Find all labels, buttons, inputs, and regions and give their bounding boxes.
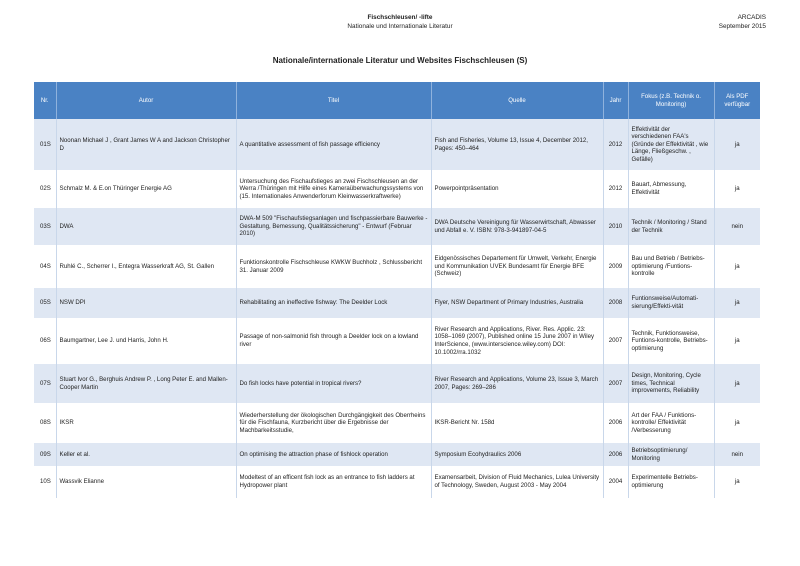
- table-row: [34, 288, 760, 318]
- column-header-quelle: Quelle: [431, 82, 603, 119]
- cell-pdf: ja: [714, 170, 760, 208]
- table-row: [34, 318, 760, 364]
- cell-fokus: Art der FAA / Funktions-kontrolle/ Effektivität /Verbesserung: [628, 403, 714, 443]
- cell-pdf: ja: [714, 364, 760, 403]
- cell-nr: 04S: [34, 245, 56, 288]
- cell-fokus: Effektivität der verschiedenen FAA's (Gründe der Effektivität , wie Länge, Fließgeschw. , Gefälle): [628, 119, 714, 170]
- header-company-block: [719, 14, 766, 31]
- column-header-pdf: Als PDF verfügbar: [714, 82, 760, 119]
- cell-fokus: Design, Monitoring, Cycle times, Technical improvements, Reliability: [628, 364, 714, 403]
- cell-titel: Funktionskontrolle Fischschleuse KWKW Buchholz , Schlussbericht 31. Januar 2009: [236, 245, 431, 288]
- table-row: [34, 466, 760, 498]
- column-header-fokus: Fokus (z.B. Technik o. Monitoring): [628, 82, 714, 119]
- cell-quelle: Powerpointpräsentation: [431, 170, 603, 208]
- cell-nr: 09S: [34, 443, 56, 466]
- header-title: Fischschleusen/ -lifte: [367, 14, 433, 21]
- cell-pdf: ja: [714, 119, 760, 170]
- column-header-jahr: Jahr: [603, 82, 628, 119]
- cell-autor: Wassvik Elianne: [56, 466, 236, 498]
- cell-quelle: Flyer, NSW Department of Primary Industries, Australia: [431, 288, 603, 318]
- cell-autor: Ruhlé C., Scherrer I., Entegra Wasserkraft AG, St. Gallen: [56, 245, 236, 288]
- cell-titel: Wiederherstellung der ökologischen Durchgängigkeit des Oberrheins für die Fischfauna, Kurzbericht über die Ergebnisse der Machbarkeitsstudie,: [236, 403, 431, 443]
- cell-autor: Keller et al.: [56, 443, 236, 466]
- cell-titel: DWA-M 509 "Fischaufstiegsanlagen und fischpassierbare Bauwerke - Gestaltung, Bemessung, Qualitätssicherung" - Entwurf (Februar 2010): [236, 208, 431, 245]
- cell-quelle: Examensarbeit, Division of Fluid Mechanics, Lulea University of Technology, Sweden, August 2003 - May 2004: [431, 466, 603, 498]
- header-date: September 2015: [718, 22, 766, 30]
- cell-quelle: Eidgenössisches Departement für Umwelt, Verkehr, Energie und Kommunikation UVEK Bundesamt für Energie BFE (Schweiz): [431, 245, 603, 288]
- cell-quelle: DWA Deutsche Vereinigung für Wasserwirtschaft, Abwasser und Abfall e. V. ISBN: 978-3-941897-04-5: [431, 208, 603, 245]
- header-subtitle: Nationale und Internationale Literatur: [347, 22, 453, 30]
- cell-fokus: Technik, Funktionsweise, Funtions-kontrolle, Betriebs-optimierung: [628, 318, 714, 364]
- document-title: Nationale/internationale Literatur und Websites Fischschleusen (S): [272, 56, 528, 65]
- cell-fokus: Technik / Monitoring / Stand der Technik: [628, 208, 714, 245]
- cell-quelle: River Research and Applications, Volume 23, Issue 3, March 2007, Pages: 269–286: [431, 364, 603, 403]
- cell-titel: Passage of non-salmonid fish through a Deelder lock on a lowland river: [236, 318, 431, 364]
- cell-jahr: 2004: [603, 466, 628, 498]
- cell-jahr: 2006: [603, 443, 628, 466]
- cell-autor: NSW DPI: [56, 288, 236, 318]
- cell-nr: 06S: [34, 318, 56, 364]
- table-row: [34, 403, 760, 443]
- cell-jahr: 2007: [603, 364, 628, 403]
- column-header-autor: Autor: [56, 82, 236, 119]
- company-name: ARCADIS: [737, 14, 766, 21]
- cell-titel: Modeltest of an efficent fish lock as an entrance to fish ladders at Hydropower plant: [236, 466, 431, 498]
- cell-pdf: nein: [714, 208, 760, 245]
- cell-autor: Schmalz M. & E.on Thüringer Energie AG: [56, 170, 236, 208]
- table-header-row: [34, 82, 760, 119]
- cell-autor: DWA: [56, 208, 236, 245]
- cell-autor: Baumgartner, Lee J. und Harris, John H.: [56, 318, 236, 364]
- cell-pdf: ja: [714, 288, 760, 318]
- cell-quelle: Symposium Ecohydraulics 2006: [431, 443, 603, 466]
- cell-fokus: Betriebsoptimierung/ Monitoring: [628, 443, 714, 466]
- cell-nr: 01S: [34, 119, 56, 170]
- cell-autor: Noonan Michael J , Grant James W A and Jackson Christopher D: [56, 119, 236, 170]
- cell-jahr: 2008: [603, 288, 628, 318]
- cell-fokus: Funtionsweise/Automati-sierung/Effekti-vität: [628, 288, 714, 318]
- cell-jahr: 2012: [603, 119, 628, 170]
- cell-pdf: nein: [714, 443, 760, 466]
- cell-nr: 03S: [34, 208, 56, 245]
- cell-titel: On optimising the attraction phase of fishlock operation: [236, 443, 431, 466]
- literature-table: [34, 82, 760, 498]
- table-row: [34, 208, 760, 245]
- table-row: [34, 443, 760, 466]
- table-row: [34, 170, 760, 208]
- column-header-titel: Titel: [236, 82, 431, 119]
- cell-quelle: Fish and Fisheries, Volume 13, Issue 4, December 2012, Pages: 450–464: [431, 119, 603, 170]
- cell-nr: 02S: [34, 170, 56, 208]
- cell-quelle: IKSR-Bericht Nr. 158d: [431, 403, 603, 443]
- table-row: [34, 119, 760, 170]
- cell-pdf: ja: [714, 466, 760, 498]
- page-header: [0, 14, 800, 31]
- cell-titel: Do fish locks have potential in tropical rivers?: [236, 364, 431, 403]
- cell-autor: IKSR: [56, 403, 236, 443]
- cell-fokus: Bauart, Abmessung, Effektivität: [628, 170, 714, 208]
- table-row: [34, 245, 760, 288]
- cell-jahr: 2007: [603, 318, 628, 364]
- cell-quelle: River Research and Applications, River. Res. Applic. 23: 1058–1069 (2007), Published online 15 June 2007 in Wiley InterScience, (www.interscience.wiley.com) DOI: 10.1002/rra.1032: [431, 318, 603, 364]
- cell-titel: Untersuchung des Fischaufstieges an zwei Fischschleusen an der Werra /Thüringen mit Hilfe eines Kameraüberwachungssystems von (15. Internationales Anwenderforum Kleinwasserkraftwerke): [236, 170, 431, 208]
- cell-fokus: Bau und Betrieb / Betriebs-optimierung /Funtions-kontrolle: [628, 245, 714, 288]
- table-row: [34, 364, 760, 403]
- cell-pdf: ja: [714, 403, 760, 443]
- cell-titel: A quantitative assessment of fish passage efficiency: [236, 119, 431, 170]
- cell-jahr: 2009: [603, 245, 628, 288]
- cell-autor: Stuart Ivor G., Berghuis Andrew P. , Long Peter E. and Mallen-Cooper Martin: [56, 364, 236, 403]
- cell-nr: 10S: [34, 466, 56, 498]
- cell-jahr: 2012: [603, 170, 628, 208]
- cell-nr: 07S: [34, 364, 56, 403]
- cell-titel: Rehabilitating an ineffective fishway: The Deelder Lock: [236, 288, 431, 318]
- cell-nr: 08S: [34, 403, 56, 443]
- cell-jahr: 2006: [603, 403, 628, 443]
- cell-pdf: ja: [714, 245, 760, 288]
- cell-pdf: ja: [714, 318, 760, 364]
- cell-nr: 05S: [34, 288, 56, 318]
- cell-fokus: Experimentelle Betriebs-optimierung: [628, 466, 714, 498]
- column-header-nr: Nr.: [34, 82, 56, 119]
- cell-jahr: 2010: [603, 208, 628, 245]
